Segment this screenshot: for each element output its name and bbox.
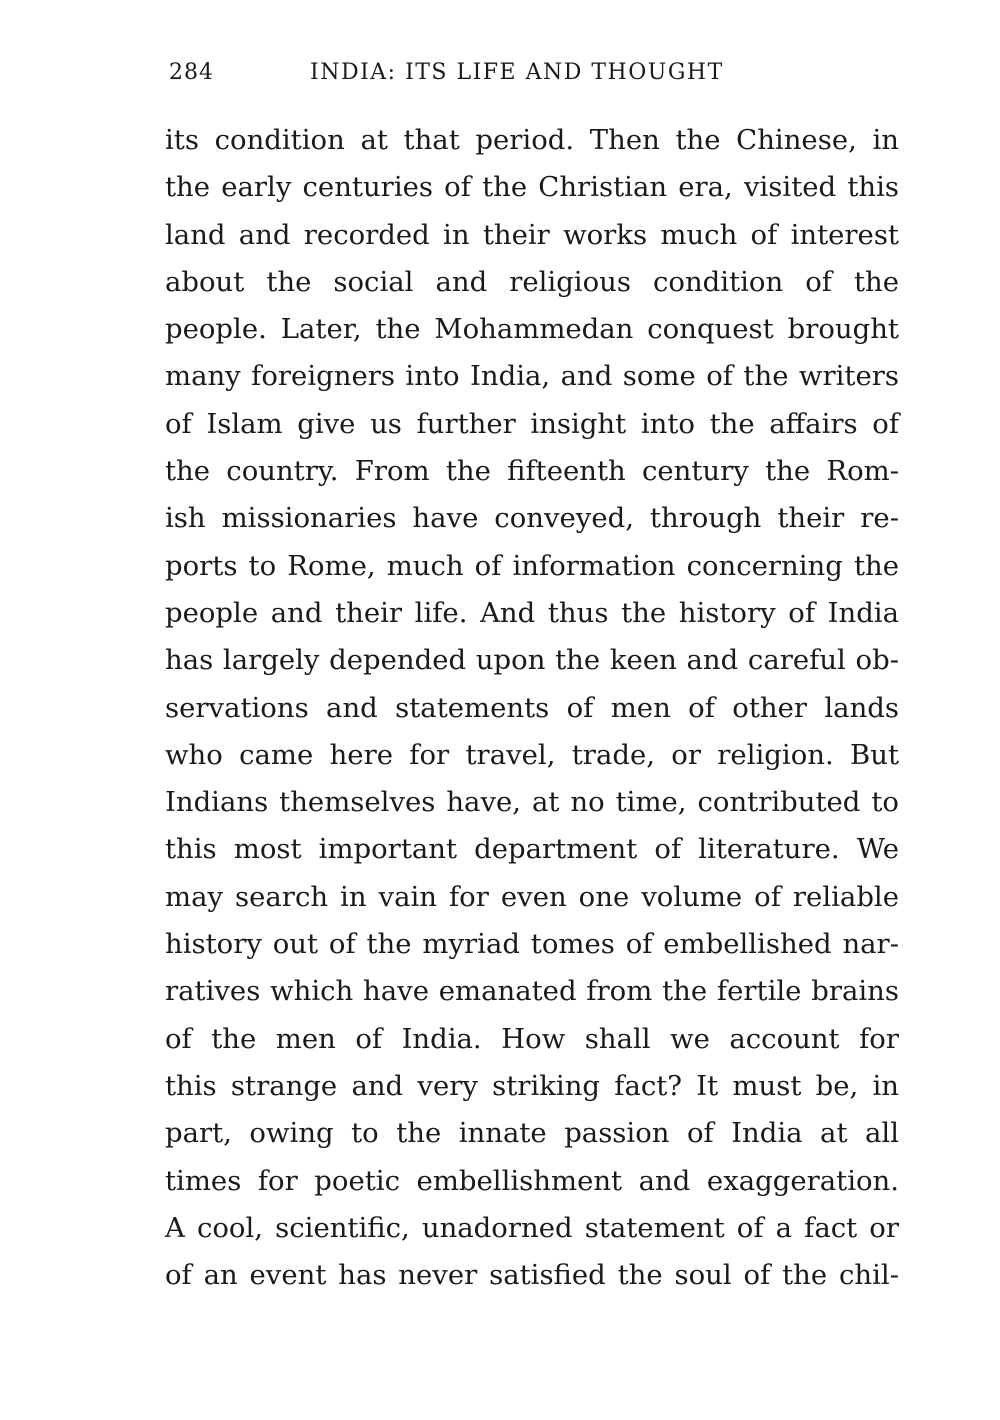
text-line: of the men of India. How shall we account for	[165, 1022, 899, 1055]
text-line: people. Later, the Mohammedan conquest brought	[165, 313, 899, 346]
text-line: of an event has never satisfied the soul of the chil-	[165, 1259, 899, 1292]
body-text	[165, 117, 899, 1299]
page-number: 284	[169, 60, 214, 85]
text-line: times for poetic embellishment and exaggeration.	[165, 1164, 899, 1197]
text-line: land and recorded in their works much of interest	[165, 218, 899, 251]
text-line: this strange and very striking fact? It must be, in	[165, 1069, 899, 1102]
text-line: history out of the myriad tomes of embellished nar-	[165, 928, 899, 961]
text-line: may search in vain for even one volume of reliable	[165, 880, 899, 913]
text-line: ish missionaries have conveyed, through their re-	[165, 502, 899, 535]
text-line: the country. From the fifteenth century the Rom-	[165, 455, 899, 488]
text-line: who came here for travel, trade, or religion. But	[165, 738, 899, 771]
text-line: ports to Rome, much of information concerning the	[165, 549, 899, 582]
text-line: servations and statements of men of other lands	[165, 691, 899, 724]
page-header	[165, 58, 900, 94]
text-line: this most important department of literature. We	[165, 833, 899, 866]
text-line: many foreigners into India, and some of the writers	[165, 360, 899, 393]
text-line: of Islam give us further insight into the affairs of	[165, 407, 899, 440]
running-head: INDIA: ITS LIFE AND THOUGHT	[310, 60, 724, 85]
text-line: part, owing to the innate passion of India at all	[165, 1117, 899, 1150]
text-line: Indians themselves have, at no time, contributed to	[165, 786, 899, 819]
text-line: A cool, scientific, unadorned statement of a fact or	[165, 1211, 899, 1244]
text-line: ratives which have emanated from the fertile brains	[165, 975, 899, 1008]
text-line: the early centuries of the Christian era, visited this	[165, 171, 899, 204]
text-line: its condition at that period. Then the Chinese, in	[165, 124, 899, 156]
text-line: people and their life. And thus the history of India	[165, 596, 899, 629]
text-line: about the social and religious condition of the	[165, 265, 899, 298]
text-line: has largely depended upon the keen and careful ob-	[165, 644, 899, 677]
